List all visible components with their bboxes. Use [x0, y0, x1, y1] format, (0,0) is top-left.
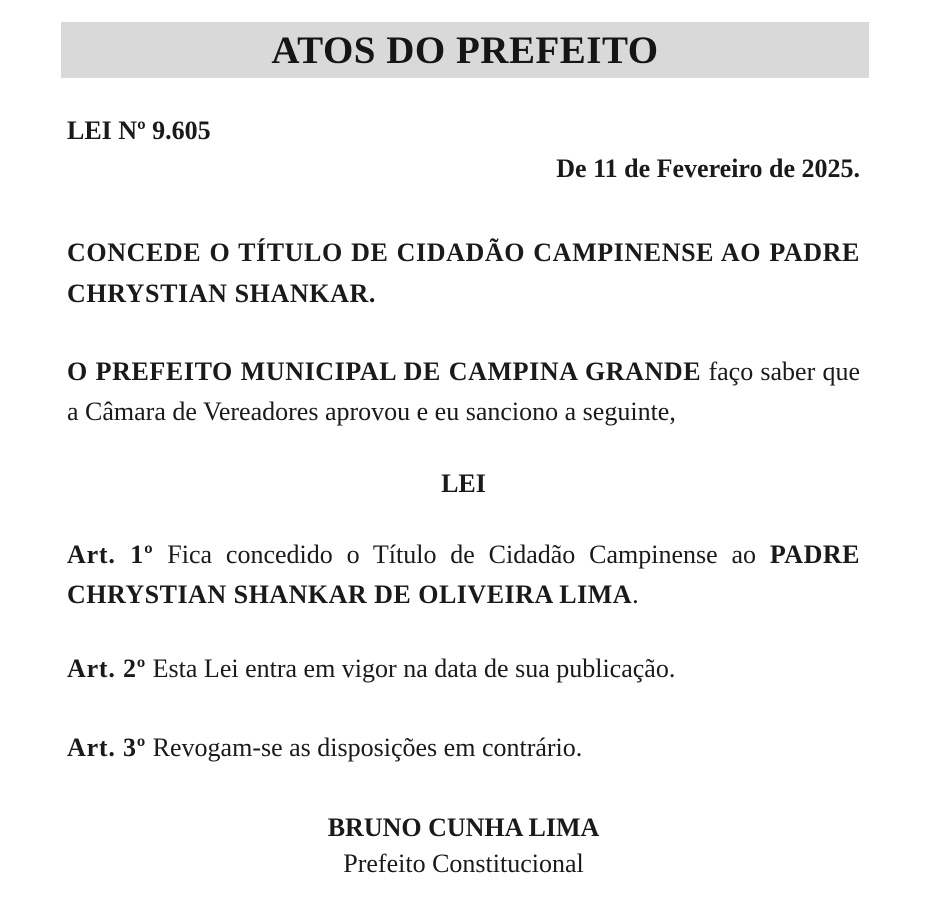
article-1-suffix: .: [632, 580, 639, 609]
article-1-label: Art. 1º: [67, 540, 154, 569]
article-3-text: Revogam-se as disposições em contrário.: [146, 733, 583, 762]
article-1: [67, 535, 860, 615]
signer-role: Prefeito Constitucional: [343, 849, 584, 878]
article-1-honoree: PADRE CHRYSTIAN SHANKAR DE OLIVEIRA LIMA: [67, 540, 860, 609]
article-3-label: Art. 3º: [67, 733, 147, 762]
preamble-authority: O PREFEITO MUNICIPAL DE CAMPINA GRANDE: [67, 357, 702, 386]
article-2-label: Art. 2º: [67, 654, 147, 683]
law-heading: LEI: [441, 469, 486, 498]
article-3: [67, 733, 860, 763]
law-number: LEI Nº 9.605: [67, 116, 211, 145]
law-preamble: [67, 352, 860, 432]
page-title: ATOS DO PREFEITO: [271, 28, 659, 72]
article-1-text: Fica concedido o Título de Cidadão Campinense ao: [153, 540, 770, 569]
header-band: [61, 22, 869, 78]
preamble-text: faço saber que a Câmara de Vereadores aprovou e eu sanciono a seguinte,: [67, 357, 861, 426]
law-ementa: CONCEDE O TÍTULO DE CIDADÃO CAMPINENSE AO PADRE CHRYSTIAN SHANKAR.: [67, 238, 860, 308]
article-2-text: Esta Lei entra em vigor na data de sua publicação.: [146, 654, 676, 683]
article-2: [67, 654, 860, 684]
law-date: De 11 de Fevereiro de 2025.: [556, 154, 860, 183]
signer-name: BRUNO CUNHA LIMA: [327, 813, 600, 842]
